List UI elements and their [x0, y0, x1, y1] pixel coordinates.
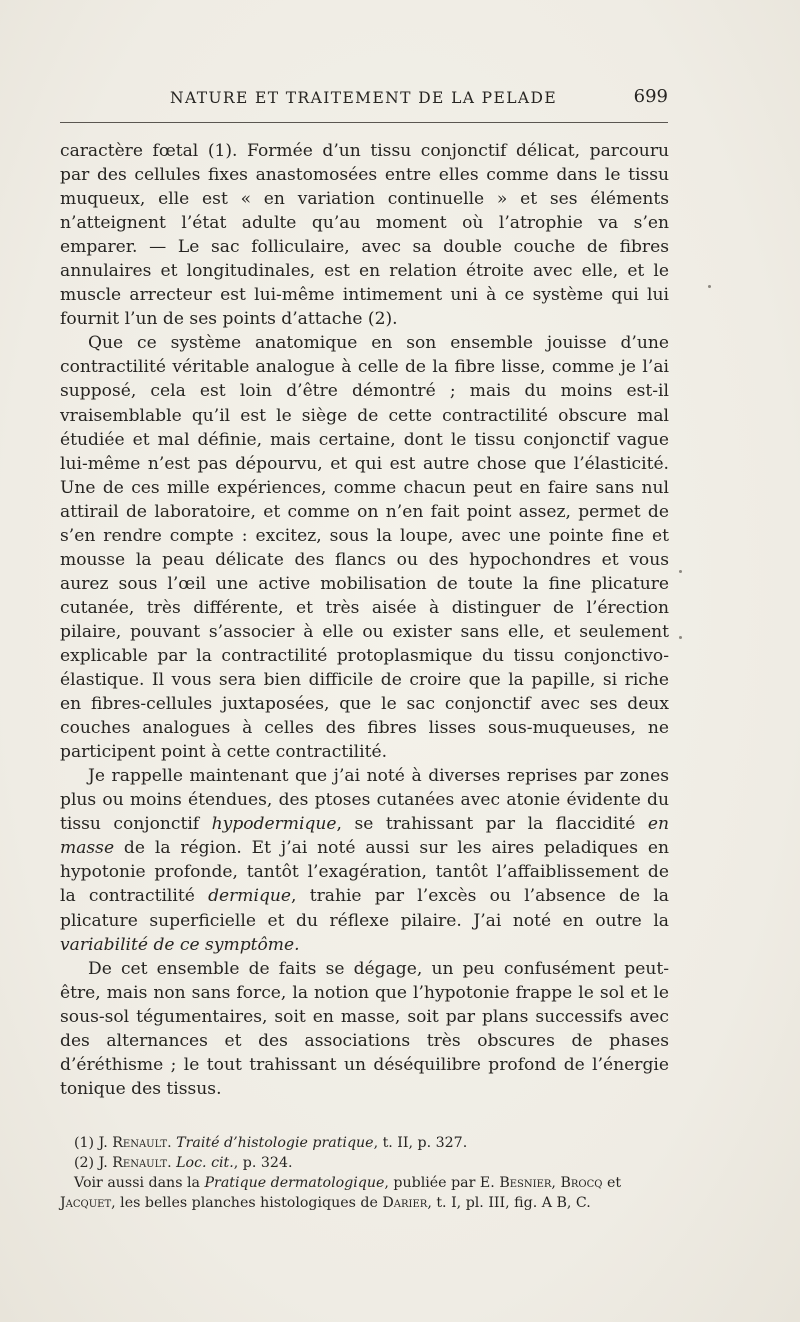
body-text	[60, 139, 669, 1101]
paragraph-4: De cet ensemble de faits se dégage, un peu confusément peut-être, mais non sans force, la notion que l’hypotonie frappe le sol et le sous-sol tégumentaires, soit en masse, soit par plans successifs avec des alternances et des associations très obscures de phases d’éréthisme ; le tout trahissant un déséquilibre profond de l’énergie tonique des tissus.	[60, 958, 669, 1099]
p3-italic-variabilite: variabilité de ce symptôme.	[60, 934, 300, 955]
paragraph-3	[60, 764, 669, 956]
footnote-3-darier: Darier	[382, 1195, 428, 1211]
footnote-3-text-a: Voir aussi dans la	[74, 1175, 205, 1191]
header-rule	[60, 122, 668, 123]
paragraph-2: Que ce système anatomique en son ensemble jouisse d’une contractilité véritable analogue à celle de la fibre lisse, comme je l’ai supposé, cela est loin d’être démontré ; mais du moins est-il vraisemblable qu’il est le siège de cette contractilité obscure mal étudiée et mal définie, mais certaine, dont le tissu conjonctif vague lui-même n’est pas dépourvu, et qui est autre chose que l’élasticité. Une de ces mille expériences, comme chacun peut en faire sans nul attirail de laboratoire, et comme on n’en fait point assez, permet de s’en rendre compte : excitez, sous la loupe, avec une pointe fine et mousse la peau délicate des flancs ou des hypochondres et vous aurez sous l’œil une active mobilisation de toute la fine plicature cutanée, très différente, et très aisée à distinguer de l’érection pilaire, pouvant s’associer à elle ou exister sans elle, et seulement explicable par la contractilité protoplasmique du tissu conjonctivo-élastique. Il vous sera bien difficile de croire que la papille, si riche en fibres-cellules juxtaposées, que le sac conjonctif avec ses deux couches analogues à celles des fibres lisses sous-muqueuses, ne participent point à cette contractilité.	[60, 333, 669, 763]
footnote-2-sep: .	[167, 1155, 177, 1171]
footnote-1	[60, 1133, 669, 1153]
footnote-3-brocq: Brocq	[560, 1175, 603, 1191]
print-speck	[679, 636, 682, 639]
footnotes	[60, 1133, 669, 1213]
page-header	[60, 86, 668, 116]
p3-italic-en-masse: en masse	[60, 814, 670, 859]
p3-text-c: de la région. Et j’ai noté aussi sur les aires peladiques en hypotonie profonde, tantôt l’exagération, tantôt l’affaiblissement de la contractilité	[60, 838, 669, 907]
footnote-3-title: Pratique dermatologique	[204, 1175, 385, 1191]
footnote-3-text-b: , publiée par E.	[384, 1175, 500, 1191]
running-title: NATURE ET TRAITEMENT DE LA PELADE	[170, 89, 558, 107]
p3-text-a: Je rappelle maintenant que j’ai noté à diverses reprises par zones plus ou moins étendues, des ptoses cutanées avec atonie évidente du tissu conjonctif	[60, 766, 669, 835]
footnote-1-title: Traité d’histologie pratique	[176, 1135, 374, 1151]
footnote-3	[60, 1173, 669, 1193]
footnote-1-sep: .	[167, 1135, 177, 1151]
footnote-1-author: Renault	[112, 1135, 168, 1151]
p3-italic-dermique: dermique	[208, 886, 292, 907]
footnote-3-text-e: , les belles planches histologiques de	[111, 1195, 383, 1211]
paragraph-1: caractère fœtal (1). Formée d’un tissu conjonctif délicat, parcouru par des cellules fixes anastomosées entre elles comme dans le tissu muqueux, elle est « en variation continuelle » et ses éléments n’atteignent l’état adulte qu’au moment où l’atrophie va s’en emparer. — Le sac folliculaire, avec sa double couche de fibres annulaires et longitudinales, est en relation étroite avec elle, et le muscle arrecteur est lui-même intimement uni à ce système qui lui fournit l’un de ses points d’attache (2).	[60, 141, 669, 330]
footnote-3-jacquet: Jacquet	[60, 1195, 112, 1211]
footnote-2-author: Renault	[112, 1155, 168, 1171]
print-speck	[708, 285, 711, 288]
p3-text-b: , se trahissant par la flaccidité	[336, 814, 648, 835]
footnote-3-text-f: , t. I, pl. III, fig. A B, C.	[427, 1195, 591, 1211]
footnote-2-rest: , p. 324.	[233, 1155, 293, 1171]
footnote-3-cont	[60, 1193, 669, 1213]
footnote-2-title: Loc. cit.	[176, 1155, 234, 1171]
p3-italic-hypodermique: hypodermique	[211, 814, 337, 835]
footnote-2	[60, 1153, 669, 1173]
page-number: 699	[633, 86, 668, 107]
footnote-2-number: (2) J.	[74, 1155, 113, 1171]
print-speck	[679, 570, 682, 573]
footnote-3-text-d: et	[602, 1175, 622, 1191]
footnote-3-text-c: ,	[551, 1175, 561, 1191]
footnote-3-besnier: Besnier	[499, 1175, 552, 1191]
footnote-1-number: (1) J.	[74, 1135, 113, 1151]
p3-text-d: , trahie par l’excès ou l’absence de la plicature superficielle et du réflexe pilaire. J’ai noté en outre la	[60, 886, 669, 931]
footnote-1-rest: , t. II, p. 327.	[373, 1135, 468, 1151]
